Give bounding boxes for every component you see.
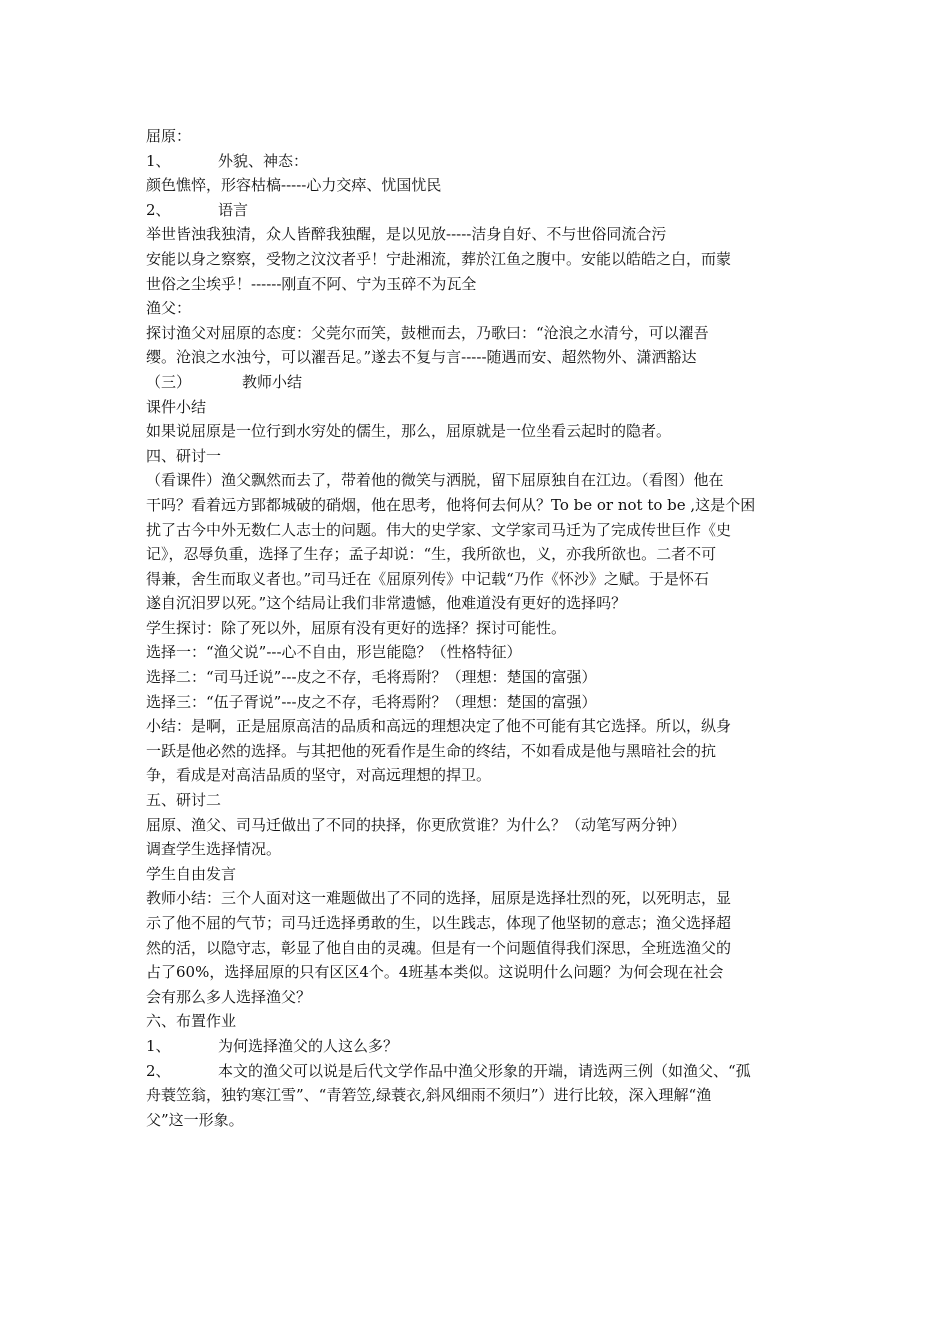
line-text: 争，看成是对高洁品质的坚守，对高远理想的捍卫。 (146, 766, 492, 785)
text-line (146, 518, 808, 543)
text-line (146, 1009, 808, 1034)
text-line (146, 395, 808, 420)
text-line (146, 985, 808, 1010)
line-text: 干吗？看着远方郢都城破的硝烟，他在思考，他将何去何从？To be or not to be ,这是个困 (146, 495, 756, 514)
text-line (146, 272, 808, 297)
section-number: （三） (146, 372, 192, 391)
line-text: 安能以身之察察，受物之汶汶者乎！宁赴湘流，葬於江鱼之腹中。安能以皓皓之白，而蒙 (146, 249, 732, 268)
text-line (146, 296, 808, 321)
text-line (146, 813, 808, 838)
line-text: 渔父： (146, 299, 192, 318)
text-line (146, 493, 808, 518)
text-line (146, 1108, 808, 1133)
text-line (146, 591, 808, 616)
list-number: 2、 (146, 200, 171, 219)
line-text: 教师小结：三个人面对这一难题做出了不同的选择，屈原是选择壮烈的死，以死明志，显 (146, 889, 732, 908)
text-line (146, 640, 808, 665)
line-text: 五、研讨二 (146, 791, 222, 810)
text-line (146, 444, 808, 469)
text-line (146, 714, 808, 739)
text-line (146, 198, 808, 223)
text-line (146, 345, 808, 370)
text-line (146, 149, 808, 174)
line-text: 六、布置作业 (146, 1012, 237, 1031)
line-text: 调查学生选择情况。 (146, 840, 282, 859)
line-text: 扰了古今中外无数仁人志士的问题。伟大的史学家、文学家司马迁为了完成传世巨作《史 (146, 520, 732, 539)
line-text: 占了60%，选择屈原的只有区区4个。4班基本类似。这说明什么问题？为何会现在社会 (146, 963, 724, 982)
text-line (146, 690, 808, 715)
line-text: 学生探讨：除了死以外，屈原有没有更好的选择？探讨可能性。 (146, 618, 567, 637)
text-line (146, 1034, 808, 1059)
line-text: 学生自由发言 (146, 864, 237, 883)
list-number: 2、 (146, 1061, 171, 1080)
line-text: 缨。沧浪之水浊兮，可以濯吾足。”遂去不复与言-----随遇而安、超然物外、潇洒豁达 (146, 348, 697, 367)
line-text: 外貌、神态： (218, 151, 309, 170)
line-text: 得兼，舍生而取义者也。”司马迁在《屈原列传》中记载“乃作《怀沙》之赋。于是怀石 (146, 569, 709, 588)
text-line (146, 911, 808, 936)
line-text: 为何选择渔父的人这么多？ (218, 1036, 399, 1055)
line-text: 记》，忍辱负重，选择了生存；孟子却说：“生，我所欲也，义，亦我所欲也。二者不可 (146, 545, 717, 564)
text-line (146, 542, 808, 567)
line-text: 会有那么多人选择渔父？ (146, 987, 312, 1006)
line-text: 示了他不屈的气节；司马迁选择勇敢的生，以生践志，体现了他坚韧的意志；渔父选择超 (146, 914, 732, 932)
line-text: 一跃是他必然的选择。与其把他的死看作是生命的终结，不如看成是他与黑暗社会的抗 (146, 741, 717, 760)
line-text: 选择一：“渔父说”---心不自由，形岂能隐？（性格特征） (146, 643, 522, 662)
line-text: 屈原、渔父、司马迁做出了不同的抉择，你更欣赏谁？为什么？（动笔写两分钟） (146, 815, 687, 834)
line-text: 选择二：“司马迁说”---皮之不存，毛将焉附？（理想：楚国的富强） (146, 668, 597, 687)
text-line (146, 665, 808, 690)
text-line (146, 468, 808, 493)
line-text: 教师小结 (242, 372, 303, 391)
text-line (146, 173, 808, 198)
line-text: 世俗之尘埃乎！------刚直不阿、宁为玉碎不为瓦全 (146, 274, 477, 293)
text-line (146, 763, 808, 788)
text-line (146, 788, 808, 813)
text-line (146, 862, 808, 887)
text-line (146, 567, 808, 592)
text-line (146, 1083, 808, 1108)
line-text: 选择三：“伍子胥说”---皮之不存，毛将焉附？（理想：楚国的富强） (146, 692, 597, 711)
line-text: 本文的渔父可以说是后代文学作品中渔父形象的开端，请选两三例（如渔父、“孤 (218, 1061, 751, 1080)
line-text: 如果说屈原是一位行到水穷处的儒生，那么，屈原就是一位坐看云起时的隐者。 (146, 422, 672, 441)
line-text: 课件小结 (146, 397, 207, 416)
text-line (146, 616, 808, 641)
line-text: 颜色憔悴，形容枯槁-----心力交瘁、忧国忧民 (146, 176, 442, 195)
text-line (146, 321, 808, 346)
text-line (146, 886, 808, 911)
text-line (146, 419, 808, 444)
line-text: （看课件）渔父飘然而去了，带着他的微笑与洒脱，留下屈原独自在江边。（看图）他在 (146, 471, 724, 490)
line-text: 四、研讨一 (146, 446, 222, 465)
line-text: 然的活，以隐守志，彰显了他自由的灵魂。但是有一个问题值得我们深思，全班选渔父的 (146, 938, 732, 957)
text-line (146, 370, 808, 395)
line-text: 遂自沉汨罗以死。”这个结局让我们非常遗憾，他难道没有更好的选择吗？ (146, 594, 627, 613)
line-text: 探讨渔父对屈原的态度：父莞尔而笑，鼓枻而去，乃歌曰：“沧浪之水清兮，可以濯吾 (146, 323, 709, 342)
text-line (146, 247, 808, 272)
text-line (146, 1059, 808, 1084)
line-text: 举世皆浊我独清，众人皆醉我独醒，是以见放-----洁身自好、不与世俗同流合污 (146, 225, 667, 244)
document-body (146, 124, 808, 1132)
text-line (146, 837, 808, 862)
line-text: 小结：是啊，正是屈原高洁的品质和高远的理想决定了他不可能有其它选择。所以，纵身 (146, 717, 732, 736)
line-text: 语言 (218, 200, 249, 219)
text-line (146, 222, 808, 247)
text-line (146, 124, 808, 149)
line-text: 舟蓑笠翁，独钓寒江雪”、“青箬笠,绿蓑衣,斜风细雨不须归”）进行比较，深入理解“渔 (146, 1086, 712, 1105)
text-line (146, 960, 808, 985)
line-text: 屈原： (146, 127, 192, 145)
list-number: 1、 (146, 1036, 171, 1055)
text-line (146, 936, 808, 961)
list-number: 1、 (146, 151, 171, 170)
text-line (146, 739, 808, 764)
line-text: 父”这一形象。 (146, 1110, 244, 1129)
